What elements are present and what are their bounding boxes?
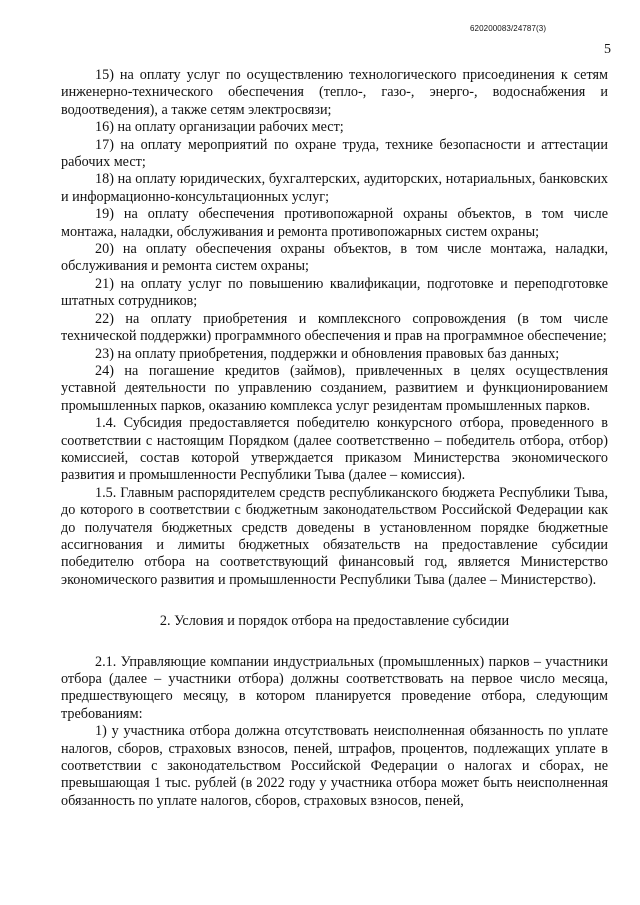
list-item-18: 18) на оплату юридических, бухгалтерских, аудиторских, нотариальных, банковских и информационно-консультационных услуг; [61,171,608,205]
page-number: 5 [604,42,611,57]
clause-2-1: 2.1. Управляющие компании индустриальных (промышленных) парков – участники отбора (далее – участники отбора) должны соответствовать на первое число месяца, предшествующего месяцу, в котором планируется проведение отбора, следующим требованиям: [61,653,608,722]
document-number: 620200083/24787(3) [470,24,547,33]
list-item-20: 20) на оплату обеспечения охраны объектов, в том числе монтажа, наладки, обслуживания и ремонта систем охраны; [61,241,608,275]
list-item-17: 17) на оплату мероприятий по охране труда, технике безопасности и аттестации рабочих мест; [61,136,608,171]
list-item-23: 23) на оплату приобретения, поддержки и обновления правовых баз данных; [95,345,560,362]
clause-1-4: 1.4. Субсидия предоставляется победителю конкурсного отбора, проведенного в соответствии с настоящим Порядком (далее соответственно – победитель отбора, отбор) комиссией, состав которой утверждается приказом Министерства экономического развития и промышленности Республики Тыва (далее – комиссия). [61,415,608,484]
list-item-19: 19) на оплату обеспечения противопожарной охраны объектов, в том числе монтажа, наладки, обслуживания и ремонта противопожарных систем охраны; [61,206,608,240]
document-body [61,67,608,810]
section-heading: 2. Условия и порядок отбора на предоставление субсидии [159,613,510,630]
list-item-22: 22) на оплату приобретения и комплексного сопровождения (в том числе технической поддержки) программного обеспечения и прав на программное обеспечение; [61,310,608,345]
list-item-15: 15) на оплату услуг по осуществлению технологического присоединения к сетям инженерно-технического обеспечения (тепло-, газо-, энерго-, водоснабжения и водоотведения), а также сетям электросвязи; [61,67,608,118]
list-item-16: 16) на оплату организации рабочих мест; [95,119,344,136]
list-item-21: 21) на оплату услуг по повышению квалификации, подготовке и переподготовке штатных сотрудников; [61,275,608,310]
requirement-1: 1) у участника отбора должна отсутствовать неисполненная обязанность по уплате налогов, сборов, страховых взносов, пеней, штрафов, процентов, подлежащих уплате в соответствии с законодательством Российской Федерации о налогах и сборах, не превышающая 1 тыс. рублей (в 2022 году у участника отбора может быть неисполненная обязанность по уплате налогов, сборов, страховых взносов, пеней, [61,723,608,809]
clause-1-5: 1.5. Главным распорядителем средств республиканского бюджета Республики Тыва, до которого в соответствии с бюджетным законодательством Российской Федерации как до получателя бюджетных средств доведены в установленном порядке бюджетные ассигнования и лимиты бюджетных обязательств на предоставление субсидии победителю отбора на соответствующий финансовый год, является Министерство экономического развития и промышленности Республики Тыва (далее – Министерство). [61,484,608,588]
list-item-24: 24) на погашение кредитов (займов), привлеченных в целях осуществления уставной деятельности по управлению созданием, развитием и функционированием промышленных парков, оказанию комплекса услуг резидентам промышленных парков. [61,362,608,414]
